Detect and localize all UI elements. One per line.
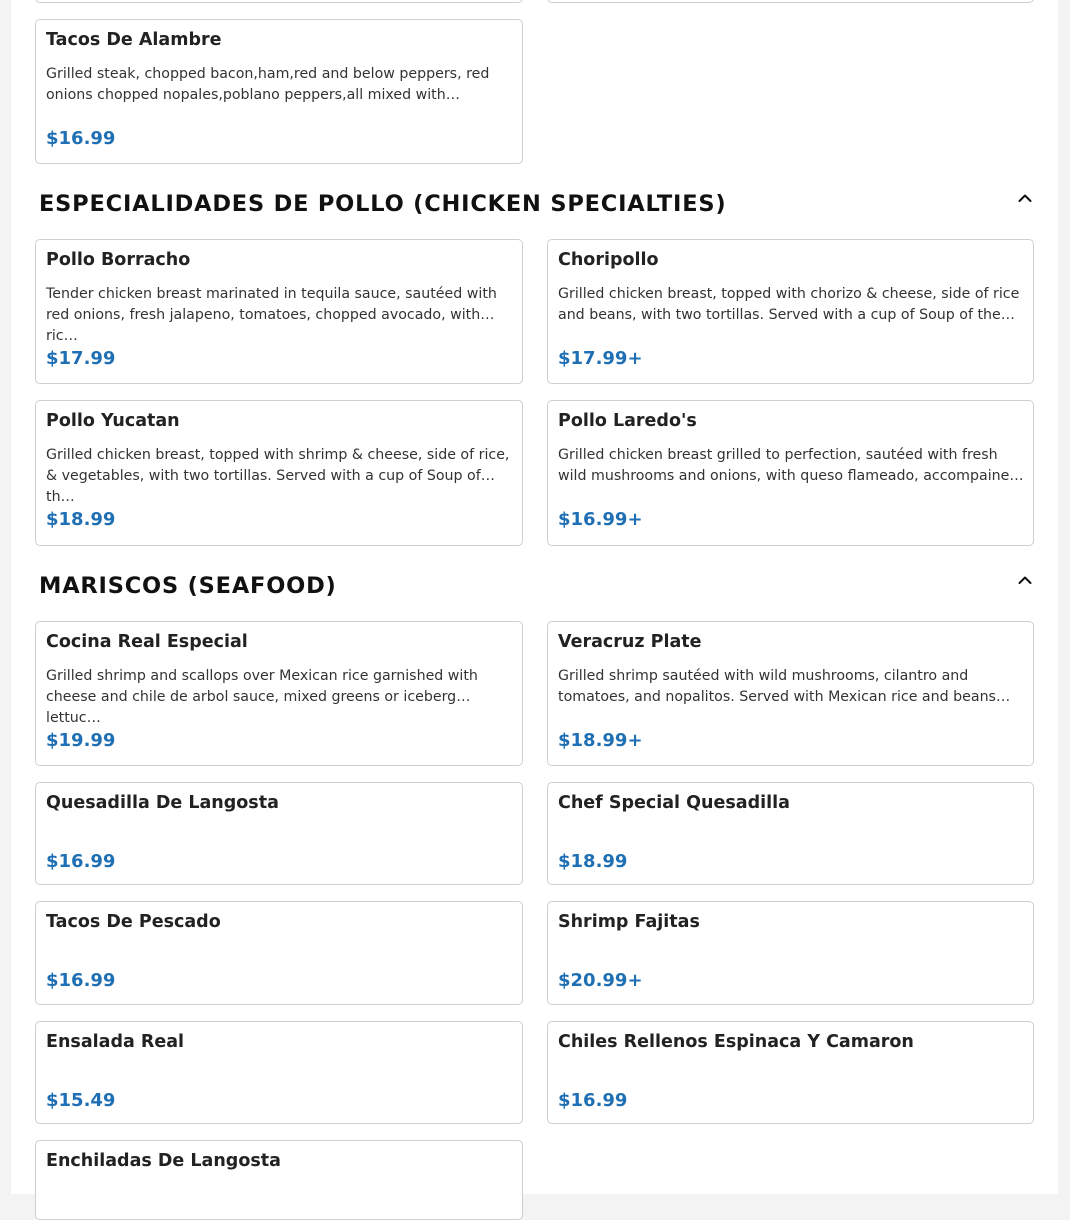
menu-item-name: Tacos De Alambre: [46, 30, 222, 50]
menu-item-price: $15.49: [46, 1090, 116, 1111]
menu-item-name: Cocina Real Especial: [46, 632, 248, 652]
menu-item-name: Enchiladas De Langosta: [46, 1151, 281, 1171]
menu-item-card[interactable]: [35, 901, 523, 1005]
menu-item-card[interactable]: [547, 782, 1034, 885]
menu-item-price: $16.99: [46, 970, 116, 991]
menu-item-description: Grilled steak, chopped bacon,ham,red and below peppers, red onions chopped nopales,poblano peppers,all mixed with…: [46, 66, 490, 103]
menu-item-card[interactable]: [35, 621, 523, 766]
menu-item-name: Veracruz Plate: [558, 632, 702, 652]
menu-item-card[interactable]: [35, 1140, 523, 1220]
menu-item-name: Ensalada Real: [46, 1032, 185, 1052]
menu-item-price: $16.99+: [558, 509, 643, 530]
menu-item-card[interactable]: [547, 239, 1034, 384]
menu-item-price: $18.99: [558, 851, 628, 872]
menu-item-price: $17.99+: [558, 348, 643, 369]
menu-item-name: Quesadilla De Langosta: [46, 793, 279, 813]
menu-item-price: $16.99: [46, 851, 116, 872]
chevron-up-icon[interactable]: [1014, 187, 1036, 209]
menu-item-price: $20.99+: [558, 970, 643, 991]
menu-item-description: Grilled shrimp and scallops over Mexican rice garnished with cheese and chile de arbol sauce, mixed greens or iceberg lettuc…: [46, 668, 478, 726]
menu-item-description: Grilled chicken breast, topped with shrimp & cheese, side of rice, & vegetables, with two tortillas. Served with a cup of Soup of th…: [46, 447, 510, 505]
menu-item-card[interactable]: [547, 621, 1034, 766]
menu-item-price: $16.99: [558, 1090, 628, 1111]
menu-item-card-cutoff-left[interactable]: [35, 0, 523, 3]
chevron-up-icon[interactable]: [1014, 569, 1036, 591]
menu-item-card[interactable]: [35, 400, 523, 546]
menu-item-description: Tender chicken breast marinated in tequila sauce, sautéed with red onions, fresh jalapeno, tomatoes, chopped avocado, with ric…: [46, 286, 497, 344]
menu-item-name: Pollo Borracho: [46, 250, 191, 270]
menu-item-card[interactable]: [547, 901, 1034, 1005]
menu-item-description: Grilled chicken breast grilled to perfection, sautéed with fresh wild mushrooms and onions, with queso flameado, accompaine…: [558, 447, 1024, 484]
menu-item-card[interactable]: [35, 782, 523, 885]
menu-item-card-cutoff-right[interactable]: [547, 0, 1034, 3]
menu-item-card[interactable]: [35, 1021, 523, 1124]
menu-item-price: $16.99: [46, 128, 116, 149]
menu-item-name: Chef Special Quesadilla: [558, 793, 790, 813]
menu-item-card[interactable]: [547, 1021, 1034, 1124]
menu-item-card[interactable]: [35, 19, 523, 164]
menu-item-description: Grilled chicken breast, topped with chorizo & cheese, side of rice and beans, with two tortillas. Served with a cup of Soup of the…: [558, 286, 1020, 323]
menu-item-name: Tacos De Pescado: [46, 912, 221, 932]
menu-item-name: Chiles Rellenos Espinaca Y Camaron: [558, 1032, 914, 1052]
section-title-chicken-specialties: ESPECIALIDADES DE POLLO (CHICKEN SPECIALTIES): [39, 191, 727, 217]
menu-item-name: Shrimp Fajitas: [558, 912, 700, 932]
menu-item-card[interactable]: [547, 400, 1034, 546]
menu-item-price: $18.99: [46, 509, 116, 530]
menu-item-name: Choripollo: [558, 250, 659, 270]
menu-item-name: Pollo Laredo's: [558, 411, 697, 431]
section-title-seafood: MARISCOS (SEAFOOD): [39, 573, 337, 599]
menu-item-price: $18.99+: [558, 730, 643, 751]
menu-item-name: Pollo Yucatan: [46, 411, 180, 431]
menu-item-price: $17.99: [46, 348, 116, 369]
menu-item-description: Grilled shrimp sautéed with wild mushrooms, cilantro and tomatoes, and nopalitos. Served with Mexican rice and beans…: [558, 668, 1011, 705]
menu-item-price: $19.99: [46, 730, 116, 751]
menu-item-card[interactable]: [35, 239, 523, 384]
menu-page: [11, 0, 1058, 1194]
